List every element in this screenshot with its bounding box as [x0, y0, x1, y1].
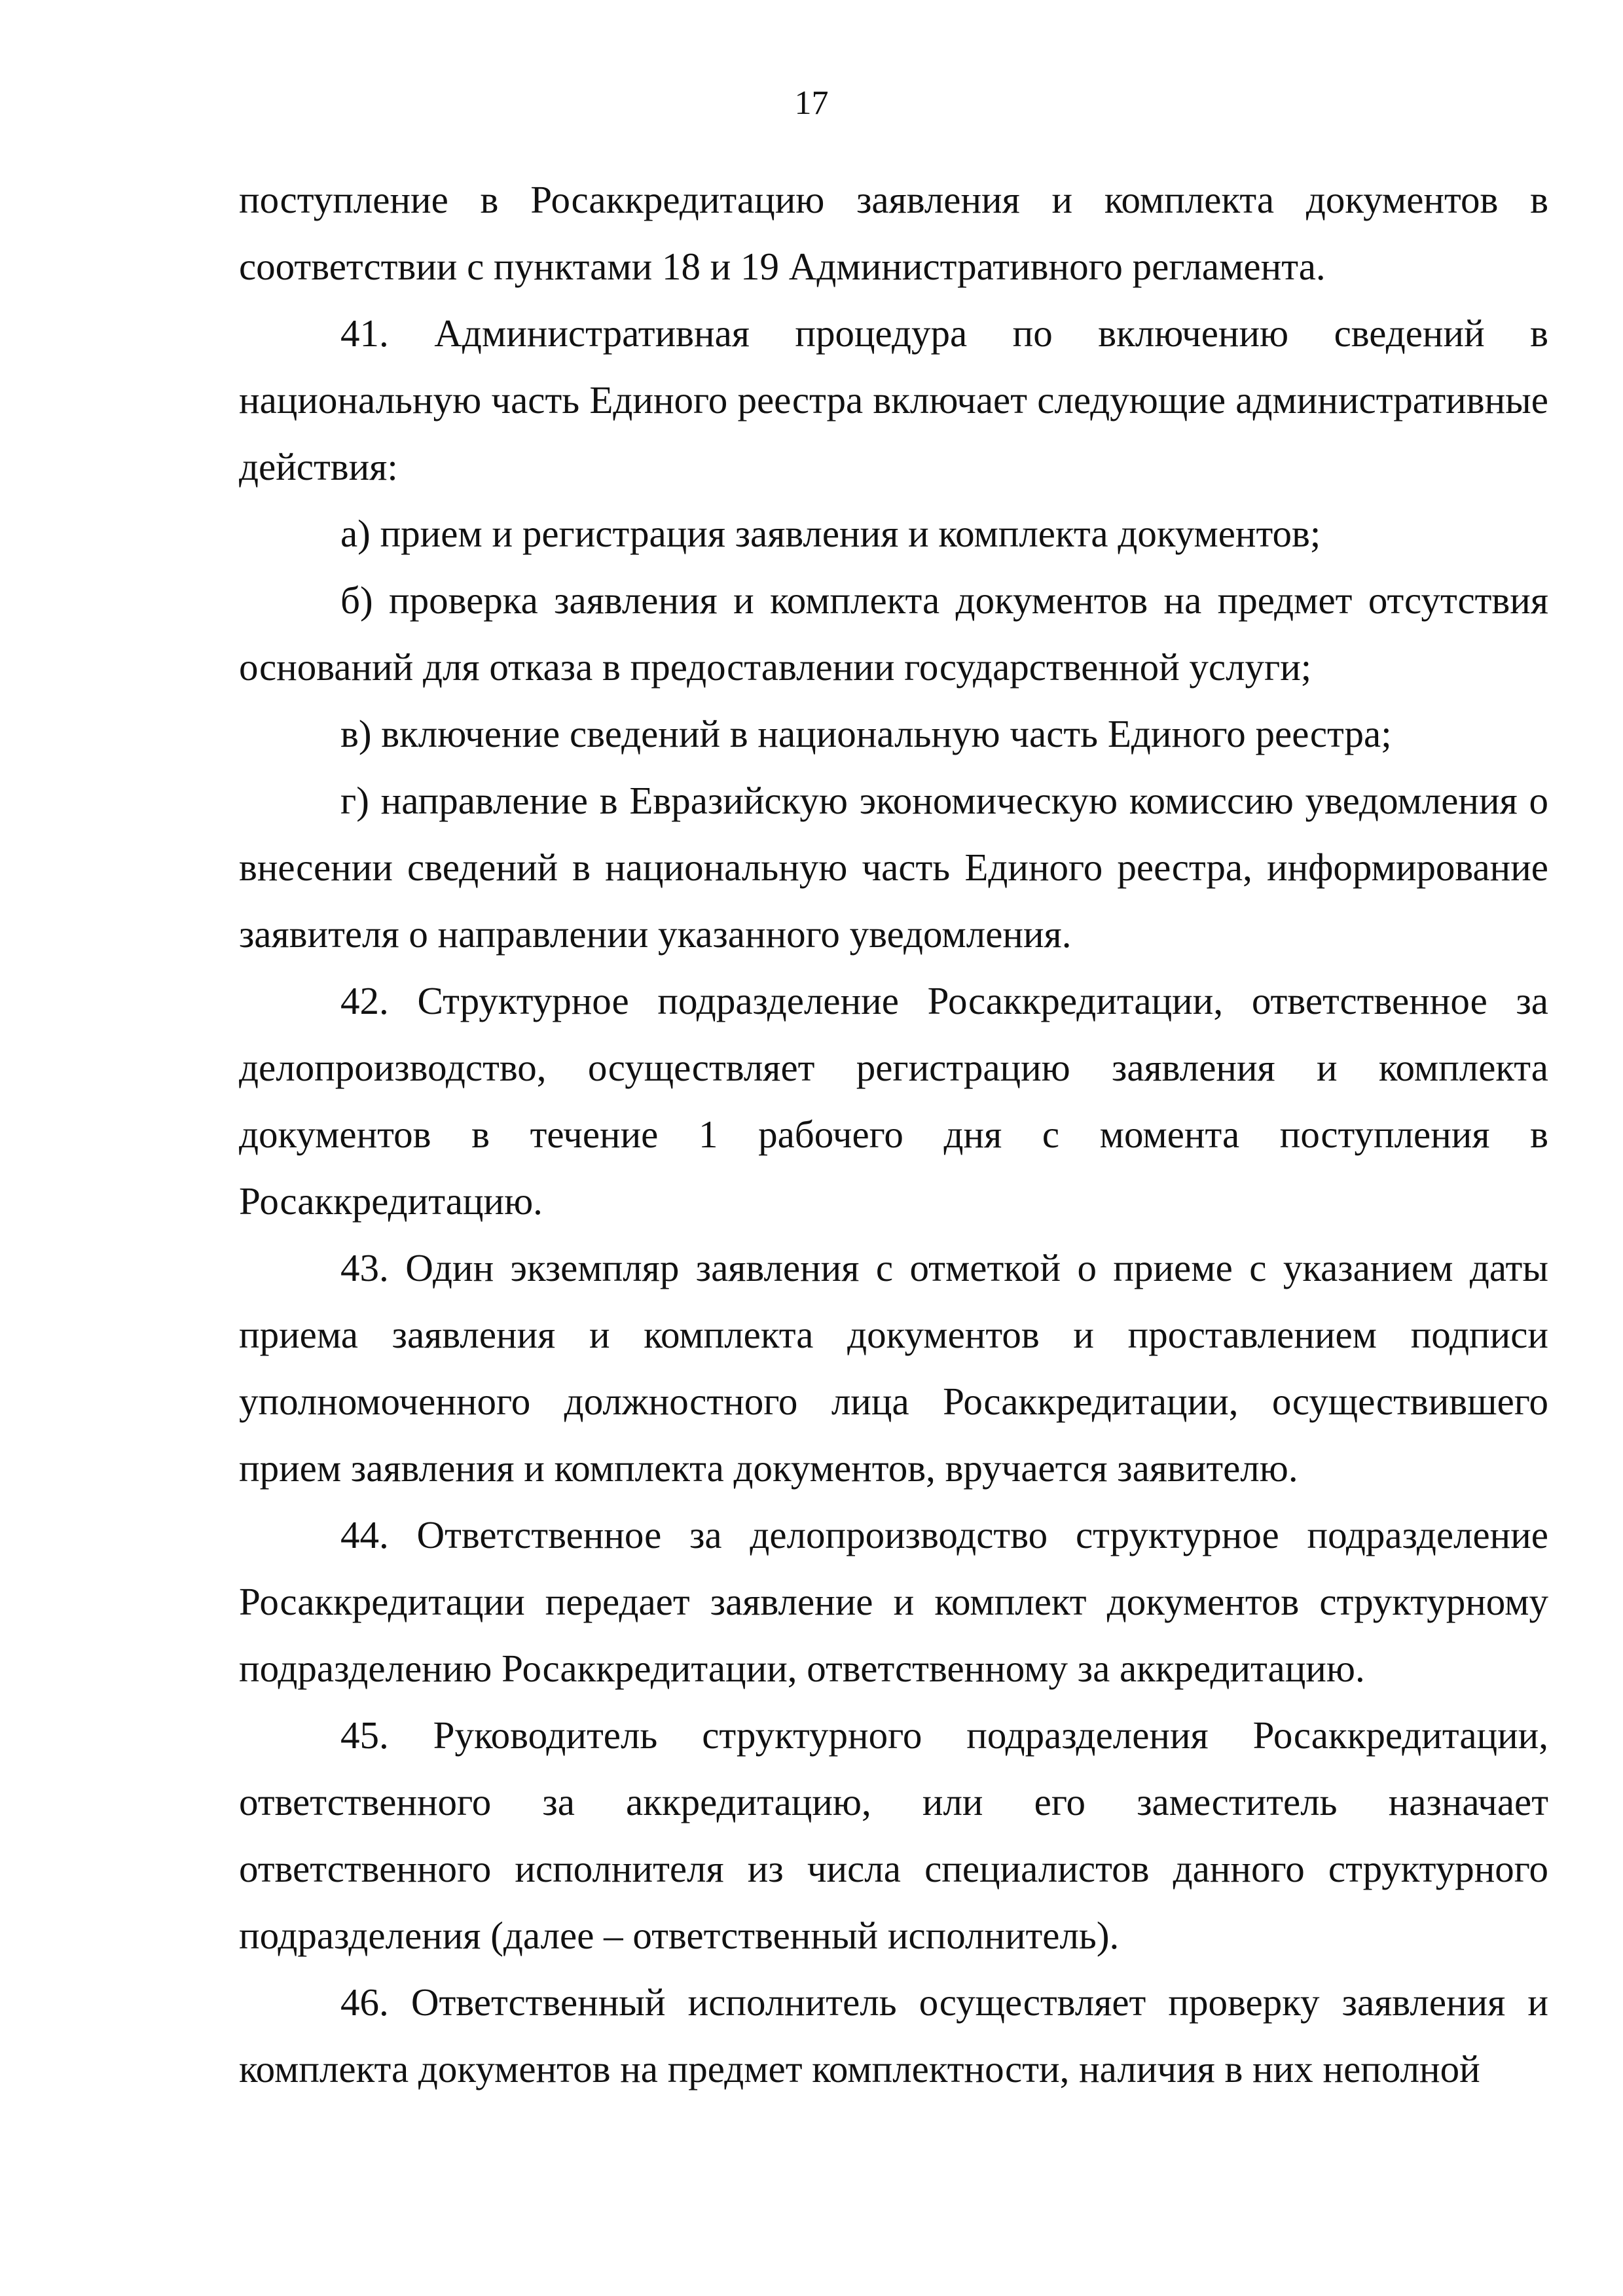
- paragraph-44: 44. Ответственное за делопроизводство структурное подразделение Росаккредитации передает заявление и комплект документов структурному подразделению Росаккредитации, ответственному за аккредитацию.: [239, 1513, 1548, 1690]
- list-item-a: а) прием и регистрация заявления и комплекта документов;: [340, 512, 1321, 555]
- paragraph-42: 42. Структурное подразделение Росаккредитации, ответственное за делопроизводство, осуществляет регистрацию заявления и комплекта документов в течение 1 рабочего дня с момента поступления в Росаккредитацию.: [239, 979, 1548, 1223]
- paragraph-45: 45. Руководитель структурного подразделения Росаккредитации, ответственного за аккредитацию, или его заместитель назначает ответственного исполнителя из числа специалистов данного структурного подразделения (далее – ответственный исполнитель).: [239, 1713, 1548, 1957]
- document-body: [239, 166, 1548, 2102]
- list-item-v: в) включение сведений в национальную часть Единого реестра;: [340, 712, 1392, 755]
- list-item-b: б) проверка заявления и комплекта документов на предмет отсутствия оснований для отказа в предоставлении государственной услуги;: [239, 579, 1548, 689]
- list-item-g: г) направление в Евразийскую экономическую комиссию уведомления о внесении сведений в национальную часть Единого реестра, информирование заявителя о направлении указанного уведомления.: [239, 779, 1548, 956]
- page-number: 17: [794, 84, 829, 122]
- paragraph-43: 43. Один экземпляр заявления с отметкой о приеме с указанием даты приема заявления и комплекта документов и проставлением подписи уполномоченного должностного лица Росаккредитации, осуществившего прием заявления и комплекта документов, вручается заявителю.: [239, 1246, 1548, 1490]
- paragraph-continuation: поступление в Росаккредитацию заявления и комплекта документов в соответствии с пунктами 18 и 19 Административного регламента.: [239, 178, 1548, 288]
- paragraph-46: 46. Ответственный исполнитель осуществляет проверку заявления и комплекта документов на предмет комплектности, наличия в них неполной: [239, 1981, 1548, 2090]
- paragraph-41: 41. Административная процедура по включению сведений в национальную часть Единого реестра включает следующие административные действия:: [239, 312, 1548, 488]
